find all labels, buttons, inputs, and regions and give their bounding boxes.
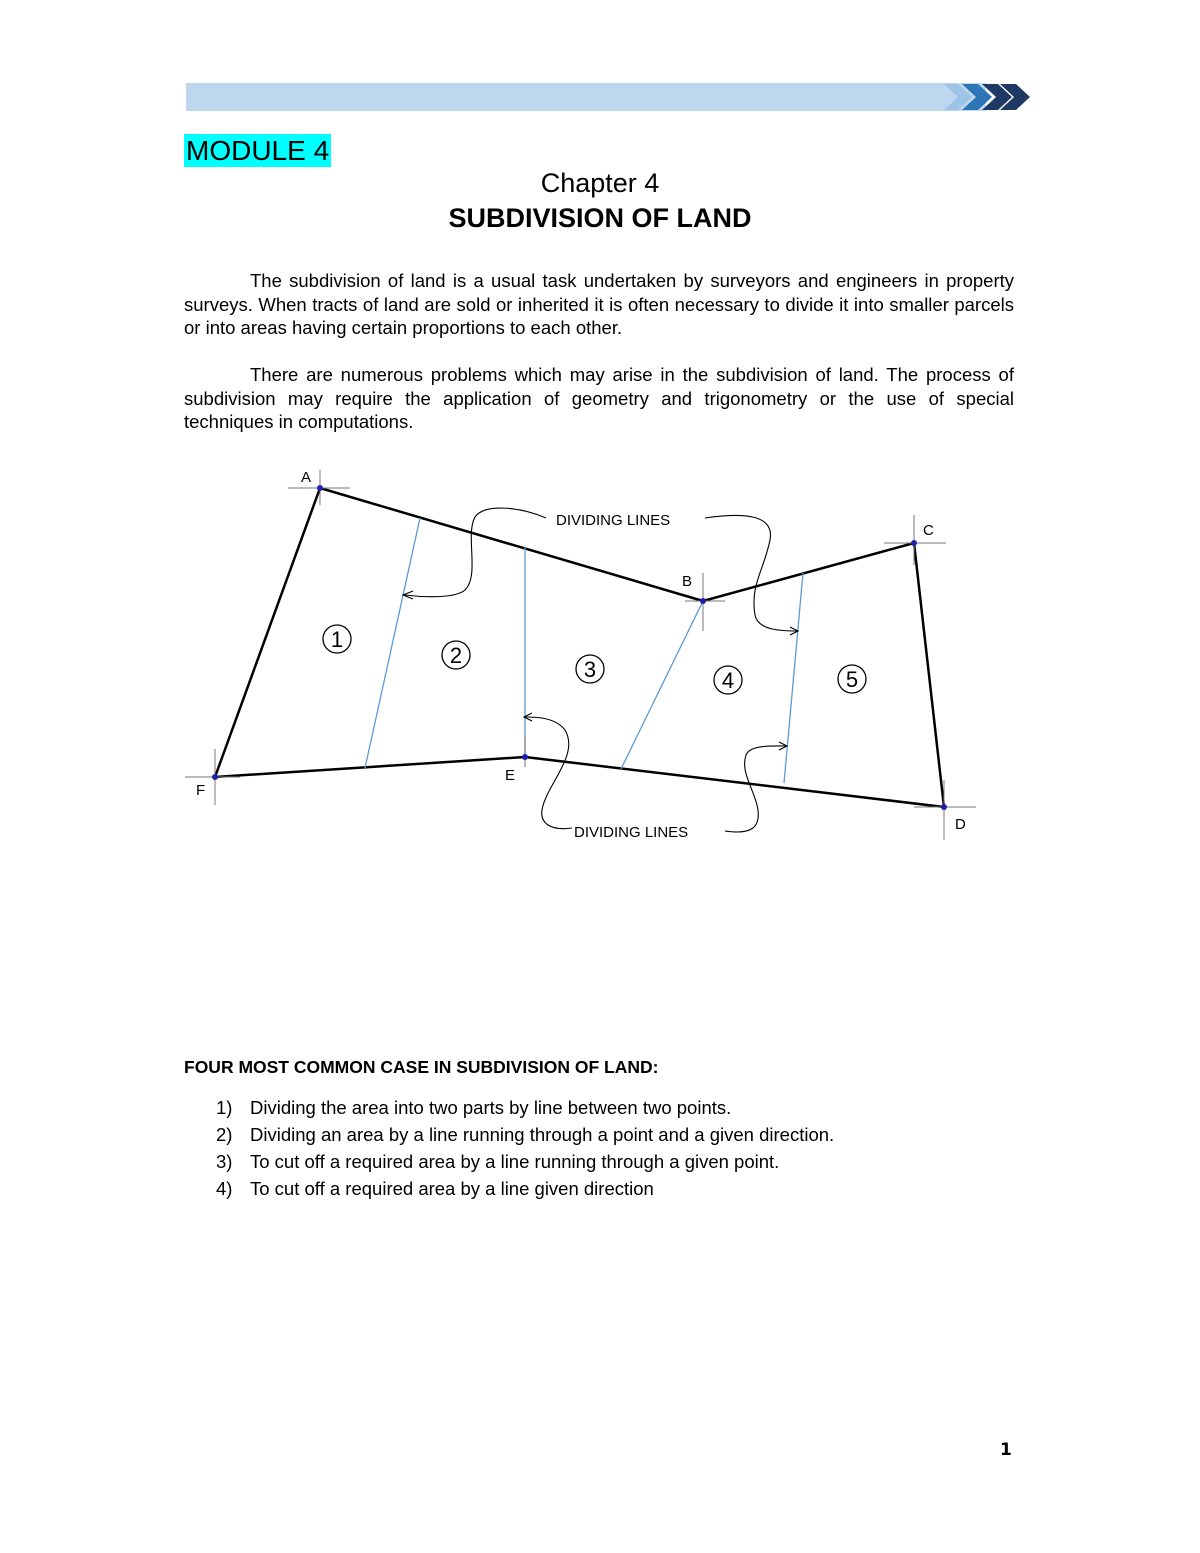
parcel-4: 4 [721,668,735,693]
dividing-line-1 [365,518,420,768]
parcel-2: 2 [449,643,463,668]
paragraph-problems: There are numerous problems which may arise in the subdivision of land. The process of subdivision may require the application of geometry and trigonometry or the use of special techniques in computations. [184,364,1014,432]
vertex-a [317,485,323,491]
header-chevron-icon [944,80,1034,114]
paragraph-intro: The subdivision of land is a usual task undertaken by surveyors and engineers in property surveys. When tracts of land are sold or inherited it is often necessary to divide it into smaller parcels or into areas having certain proportions to each other. [184,270,1014,338]
vertex-d [941,804,947,810]
dividing-line-3 [621,601,703,769]
boundary-line [215,488,944,807]
list-item: 4) To cut off a required area by a line given direction [216,1178,654,1199]
callout-top-label: DIVIDING LINES [556,512,671,529]
parcel-3: 3 [583,657,597,682]
cases-list [216,1094,834,1202]
module-tag: MODULE 4 [186,135,330,166]
cases-heading: FOUR MOST COMMON CASE IN SUBDIVISION OF LAND: [184,1057,659,1077]
vertex-e [522,754,528,760]
page-title: SUBDIVISION OF LAND [448,203,752,233]
vertex-b [700,598,706,604]
page-number: 1 [1000,1440,1012,1460]
label-e: E [505,767,516,784]
parcel-1: 1 [330,627,344,652]
parcel-5: 5 [845,667,859,692]
label-b: B [682,573,693,590]
chapter-label: Chapter 4 [540,168,660,198]
header-bar [186,83,986,111]
label-a: A [301,469,312,486]
label-f: F [196,782,206,799]
list-item: 1) Dividing the area into two parts by line between two points. [216,1097,732,1118]
vertex-f [212,774,218,780]
label-d: D [955,816,966,833]
subdivision-diagram [180,455,1000,850]
vertex-c [911,540,917,546]
dividing-line-4 [784,573,803,783]
list-item: 2) Dividing an area by a line running through a point and a given direction. [216,1124,835,1145]
callout-bottom-label: DIVIDING LINES [574,824,689,841]
label-c: C [923,522,934,539]
list-item: 3) To cut off a required area by a line running through a given point. [216,1151,780,1172]
